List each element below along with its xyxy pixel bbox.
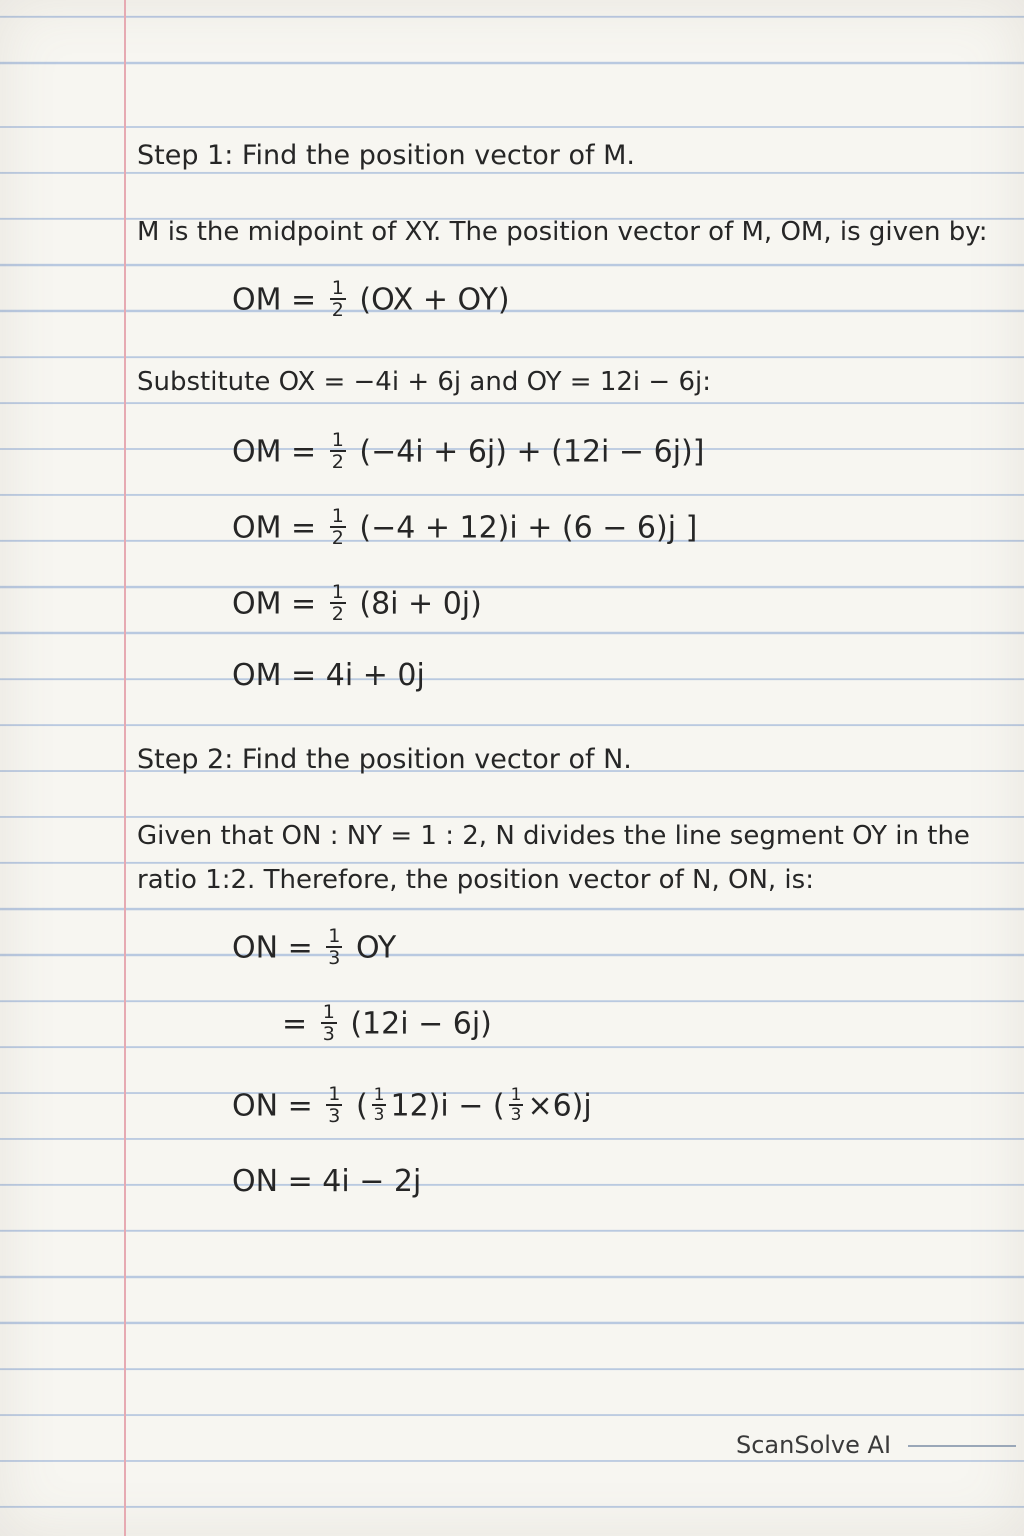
footer-rule	[908, 1445, 1016, 1447]
step1-line-3	[232, 581, 482, 626]
fraction-denominator: 2	[331, 299, 344, 321]
fraction	[372, 1086, 387, 1124]
line-rel: =	[287, 1164, 313, 1199]
line-rel: =	[287, 930, 313, 966]
fraction	[326, 926, 342, 968]
line-part: 12)i − (	[390, 1088, 505, 1124]
fraction-numerator: 1	[331, 429, 344, 451]
fraction-numerator: 1	[328, 1083, 341, 1105]
fraction-numerator: 1	[328, 925, 341, 947]
line-rest: (−4i + 6j) + (12i − 6j)]	[359, 434, 705, 470]
step1-line-4	[232, 656, 425, 696]
fraction-numerator: 1	[331, 581, 344, 603]
fraction-denominator: 3	[322, 1023, 335, 1045]
fraction-denominator: 2	[331, 527, 344, 549]
line-lhs: ON	[232, 1164, 279, 1199]
line-rest: (8i + 0j)	[359, 586, 482, 622]
step2-intro-line1: Given that ON : NY = 1 : 2, N divides the line segment OY in the	[137, 821, 970, 851]
line-rest: (12i − 6j)	[350, 1006, 492, 1042]
fraction	[321, 1002, 337, 1044]
fraction-numerator: 1	[322, 1001, 335, 1023]
fraction-denominator: 3	[373, 1105, 385, 1125]
line-lhs: ON	[232, 930, 279, 966]
step1-substitute: Substitute OX = −4i + 6j and OY = 12i − 6j:	[137, 367, 711, 397]
fraction	[330, 506, 346, 548]
line-rel: =	[287, 1088, 313, 1124]
line-rest: 4i − 2j	[322, 1164, 422, 1199]
fraction-denominator: 3	[328, 947, 341, 969]
line-lhs: OM	[232, 510, 282, 546]
line-rest: (−4 + 12)i + (6 − 6)j ]	[359, 510, 698, 546]
fraction-denominator: 2	[331, 451, 344, 473]
fraction	[330, 430, 346, 472]
line-rel: =	[291, 586, 317, 622]
line-part: (	[355, 1088, 368, 1124]
line-lhs: OM	[232, 658, 282, 693]
fraction	[330, 582, 346, 624]
step1-line-1	[232, 429, 705, 474]
step2-line-2	[282, 1001, 492, 1046]
step1-line-2	[232, 505, 698, 550]
fraction-numerator: 1	[510, 1085, 522, 1105]
line-lhs: OM	[232, 434, 282, 470]
step2-intro-line2: ratio 1:2. Therefore, the position vector of N, ON, is:	[137, 865, 814, 895]
margin-line	[124, 0, 126, 1536]
fraction-denominator: 3	[328, 1105, 341, 1127]
line-lhs: OM	[232, 586, 282, 622]
fraction-numerator: 1	[373, 1085, 385, 1105]
fraction-denominator: 2	[331, 603, 344, 625]
fraction-numerator: 1	[331, 505, 344, 527]
fraction	[326, 1084, 342, 1126]
fraction	[509, 1086, 524, 1124]
step1-heading: Step 1: Find the position vector of M.	[137, 140, 635, 171]
brand-footer: ScanSolve AI	[736, 1431, 892, 1459]
step2-line-1	[232, 925, 397, 970]
formula-rel: =	[291, 282, 317, 318]
step1-formula	[232, 277, 510, 322]
line-rest: OY	[355, 930, 397, 966]
step1-intro: M is the midpoint of XY. The position vector of M, OM, is given by:	[137, 217, 988, 247]
formula-rest: (OX + OY)	[359, 282, 510, 318]
line-rel: =	[282, 1006, 308, 1042]
fraction	[330, 278, 346, 320]
step2-line-4	[232, 1162, 421, 1202]
line-rel: =	[291, 434, 317, 470]
line-rel: =	[291, 658, 317, 693]
line-part: ×6)j	[527, 1088, 592, 1124]
formula-lhs: OM	[232, 282, 282, 318]
line-lhs: ON	[232, 1088, 279, 1124]
line-rel: =	[291, 510, 317, 546]
fraction-denominator: 3	[510, 1105, 522, 1125]
line-rest: 4i + 0j	[325, 658, 425, 693]
step2-line-3	[232, 1083, 592, 1128]
step2-heading: Step 2: Find the position vector of N.	[137, 744, 632, 775]
fraction-numerator: 1	[331, 277, 344, 299]
